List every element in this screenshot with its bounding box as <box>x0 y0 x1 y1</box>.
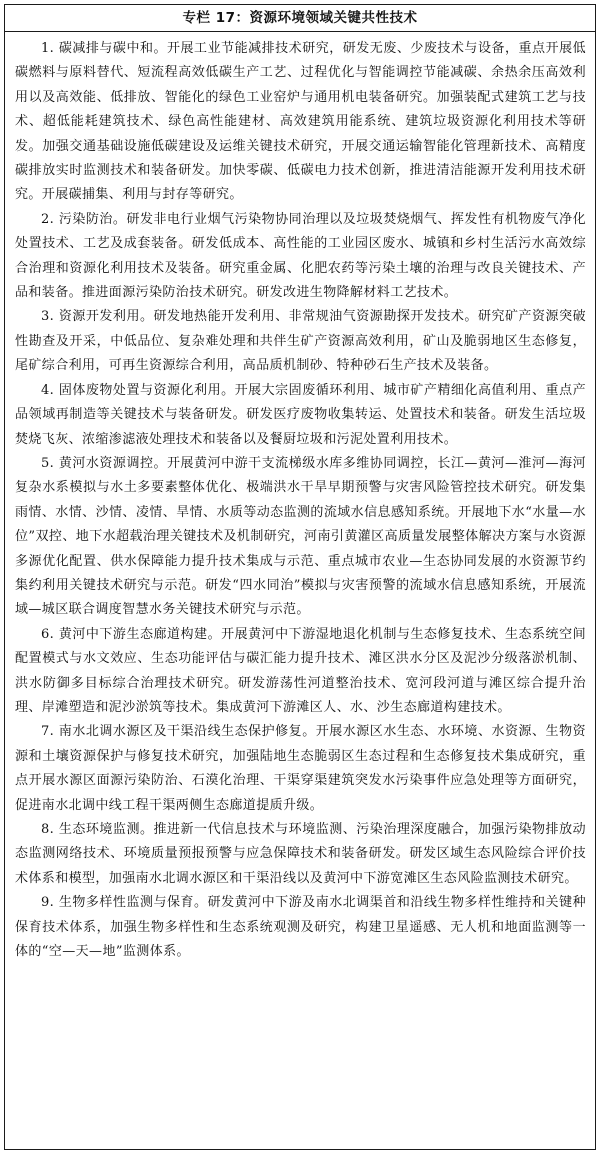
box-body <box>5 32 595 964</box>
paragraph-solid-waste: 4. 固体废物处置与资源化利用。开展大宗固废循环利用、城市矿产精细化高值利用、重点产品领域再制造等关键技术与装备研发。研发医疗废物收集转运、处置技术和装备。研发生活垃圾焚烧飞灰、浓缩渗滤液处理技术和装备以及餐厨垃圾和污泥处置利用技术。 <box>15 382 586 447</box>
sidebar-box <box>4 4 596 1150</box>
paragraph-carbon-reduction: 1. 碳减排与碳中和。开展工业节能减排技术研究，研发无废、少废技术与设备，重点开展低碳燃料与原料替代、短流程高效低碳生产工艺、过程优化与智能调控节能减碳、余热余压高效利用以及高效能、低排放、智能化的绿色工业窑炉与通用机电装备研究。加强装配式建筑工艺与技术、超低能耗建筑技术、绿色高性能建材、高效建筑用能系统、建筑垃圾资源化利用技术等研发。加强交通基础设施低碳建设及运维关键技术研究，开展交通运输智能化管理新技术、高精度碳排放实时监测技术和装备研发。加快零碳、低碳电力技术创新，推进清洁能源开发利用技术研究。开展碳捕集、利用与封存等研究。 <box>15 41 586 203</box>
paragraph-south-north-water: 7. 南水北调水源区及干渠沿线生态保护修复。开展水源区水生态、水环境、水资源、生物资源和土壤资源保护与修复技术研究，加强陆地生态脆弱区生态过程和生态修复技术集成研究，重点开展水源区面源污染防治、石漠化治理、干渠穿渠建筑突发水污染事件应急处理等方面研究，促进南水北调中线工程干渠两侧生态廊道提质升级。 <box>15 724 586 813</box>
paragraph-ecological-corridor: 6. 黄河中下游生态廊道构建。开展黄河中下游湿地退化机制与生态修复技术、生态系统空间配置模式与水文效应、生态功能评估与碳汇能力提升技术、滩区洪水分区及泥沙分级落淤机制、洪水防御多目标综合治理技术研究。研发游荡性河道整治技术、宽河段河道与滩区综合提升治理、岸滩塑造和泥沙淤筑等技术。集成黄河下游滩区人、水、沙生态廊道构建技术。 <box>15 626 586 715</box>
paragraph-resource-development: 3. 资源开发利用。研发地热能开发利用、非常规油气资源勘探开发技术。研究矿产资源突破性勘查及开采，中低品位、复杂难处理和共伴生矿产资源高效利用，矿山及脆弱地区生态修复，尾矿综合利用，可再生资源综合利用，高品质机制砂、特种砂石生产技术及装备。 <box>15 309 586 374</box>
paragraph-pollution-control: 2. 污染防治。研发非电行业烟气污染物协同治理以及垃圾焚烧烟气、挥发性有机物废气净化处置技术、工艺及成套装备。研发低成本、高性能的工业园区废水、城镇和乡村生活污水高效综合治理和资源化利用技术及装备。研究重金属、化肥农药等污染土壤的治理与改良关键技术、产品和装备。推进面源污染防治技术研究。研发改进生物降解材料工艺技术。 <box>15 211 586 301</box>
box-title: 专栏 17：资源环境领域关键共性技术 <box>5 5 595 32</box>
paragraph-biodiversity: 9. 生物多样性监测与保育。研发黄河中下游及南水北调渠首和沿线生物多样性维持和关键种保育技术体系，加强生物多样性和生态系统观测及研究，构建卫星遥感、无人机和地面监测等一体的“空—天—地”监测体系。 <box>15 895 586 960</box>
paragraph-eco-monitoring: 8. 生态环境监测。推进新一代信息技术与环境监测、污染治理深度融合，加强污染物排放动态监测网络技术、环境质量预报预警与应急保障技术和装备研发。研发区域生态风险综合评价技术体系和模型，加强南水北调水源区和干渠沿线以及黄河中下游宽滩区生态风险监测技术研究。 <box>15 822 586 886</box>
paragraph-yellow-river-water: 5. 黄河水资源调控。开展黄河中游干支流梯级水库多维协同调控，长江—黄河—淮河—海河复杂水系模拟与水土多要素整体优化、极端洪水干旱早期预警与灾害风险管控技术研究。研发集雨情、水情、沙情、凌情、旱情、水质等动态监测的流域水信息感知系统。开展地下水“水量—水位”双控、地下水超载治理关键技术及机制研究，河南引黄灌区高质量发展整体解决方案与水资源多源优化配置、供水保障能力提升技术集成与示范、重点城市农业—生态协同发展的水资源节约集约利用关键技术研究与示范。研发“四水同治”模拟与灾害预警的流域水信息感知系统，开展流域—城区联合调度智慧水务关键技术研究与示范。 <box>15 455 586 618</box>
